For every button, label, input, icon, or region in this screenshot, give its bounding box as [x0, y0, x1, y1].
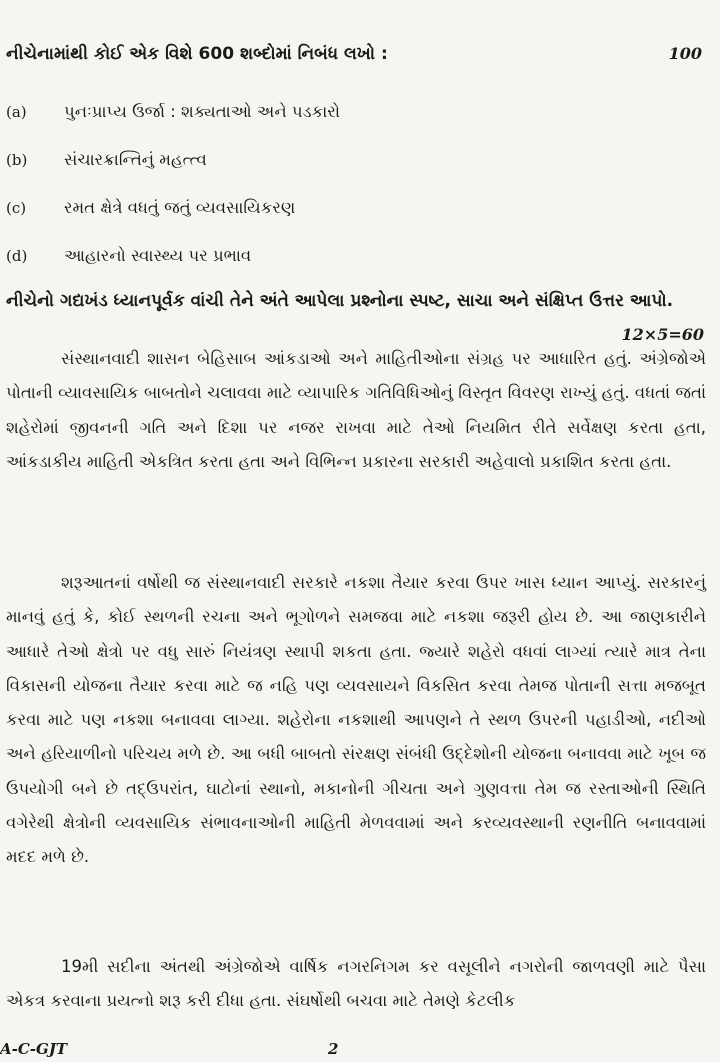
option-a	[6, 88, 706, 136]
option-label: (b)	[6, 151, 28, 169]
essay-options	[6, 88, 706, 280]
question-heading: નીચેનામાંથી કોઈ એક વિશે 600 શબ્દોમાં નિબંધ લખો :	[6, 44, 388, 64]
question-heading-row	[6, 44, 714, 64]
paper-code: A-C-GJT	[0, 1040, 68, 1058]
option-text: સંચારક્રાન્તિનું મહત્ત્વ	[64, 150, 207, 169]
passage-paragraph-1: સંસ્થાનવાદી શાસન બેહિસાબ આંકડાઓ અને માહિતીઓના સંગ્રહ પર આધારિત હતું. અંગ્રેજોએ પોતાની વ્યાવસાયિક બાબતોને ચલાવવા માટે વ્યાપારિક ગતિવિધિઓનું વિસ્તૃત વિવરણ રાખ્યું હતું. વધતાં જતાં શહેરોમાં જીવનની ગતિ અને દિશા પર નજર રાખવા માટે તેઓ નિયમિત રીતે સર્વેક્ષણ કરતા હતા, આંકડાકીય માહિતી એકત્રિત કરતા હતા અને વિભિન્ન પ્રકારના સરકારી અહેવાલો પ્રકાશિત કરતા હતા.	[6, 349, 706, 471]
option-text: પુનઃપ્રાપ્ય ઉર્જા : શક્યતાઓ અને પડકારો	[64, 102, 340, 121]
instruction-text: નીચેનો ગદ્યખંડ ધ્યાનપૂર્વક વાંચી તેને અંતે આપેલા પ્રશ્નોના સ્પષ્ટ, સાચા અને સંક્ષિપ્ત ઉત્તર આપો.	[6, 291, 674, 311]
question-marks: 100	[668, 44, 702, 63]
instruction-marks: 12×5=60	[621, 325, 704, 344]
option-text: રમત ક્ષેત્રે વધતું જતું વ્યવસાયિકરણ	[64, 198, 296, 217]
option-c	[6, 184, 706, 232]
option-label: (a)	[6, 103, 27, 121]
option-label: (d)	[6, 247, 28, 265]
option-b	[6, 136, 706, 184]
page-number: 2	[328, 1040, 339, 1058]
option-text: આહારનો સ્વાસ્થ્ય પર પ્રભાવ	[64, 246, 252, 265]
passage-instruction	[6, 284, 706, 344]
passage-paragraph-3: 19મી સદીના અંતથી અંગ્રેજોએ વાર્ષિક નગરનિગમ કર વસૂલીને નગરોની જાળવણી માટે પૈસા એકત્ર કરવાના પ્રયત્નો શરૂ કરી દીધા હતા. સંઘર્ષોથી બચવા માટે તેમણે કેટલીક	[6, 957, 706, 1011]
option-d	[6, 232, 706, 280]
passage-paragraph-2: શરૂઆતનાં વર્ષોથી જ સંસ્થાનવાદી સરકારે નકશા તૈયાર કરવા ઉપર ખાસ ધ્યાન આપ્યું. સરકારનું માનવું હતું કે, કોઈ સ્થળની રચના અને ભૂગોળને સમજવા માટે નકશા જરૂરી હોય છે. આ જાણકારીને આધારે તેઓ ક્ષેત્રો પર વધુ સારું નિયંત્રણ સ્થાપી શકતા હતા. જ્યારે શહેરો વધવાં લાગ્યાં ત્યારે માત્ર તેના વિકાસની યોજના તૈયાર કરવા માટે જ નહિ પણ વ્યવસાયને વિકસિત કરવા તેમજ પોતાની સત્તા મજબૂત કરવા માટે પણ નકશા બનાવવા લાગ્યા. શહેરોના નકશાથી આપણને તે સ્થળ ઉપરની પહાડીઓ, નદીઓ અને હરિયાળીનો પરિચય મળે છે. આ બધી બાબતો સંરક્ષણ સંબંધી ઉદ્દેશોની યોજના બનાવવા માટે ખૂબ જ ઉપયોગી બને છે તદ્ઉપરાંત, ઘાટોનાં સ્થાનો, મકાનોની ગીચતા અને ગુણવત્તા તેમ જ રસ્તાઓની સ્થિતિ વગેરેથી ક્ષેત્રોની વ્યવસાયિક સંભાવનાઓની માહિતી મેળવવામાં અને કરવ્યવસ્થાની રણનીતિ બનાવવામાં મદદ મળે છે.	[6, 573, 706, 867]
option-label: (c)	[6, 199, 27, 217]
